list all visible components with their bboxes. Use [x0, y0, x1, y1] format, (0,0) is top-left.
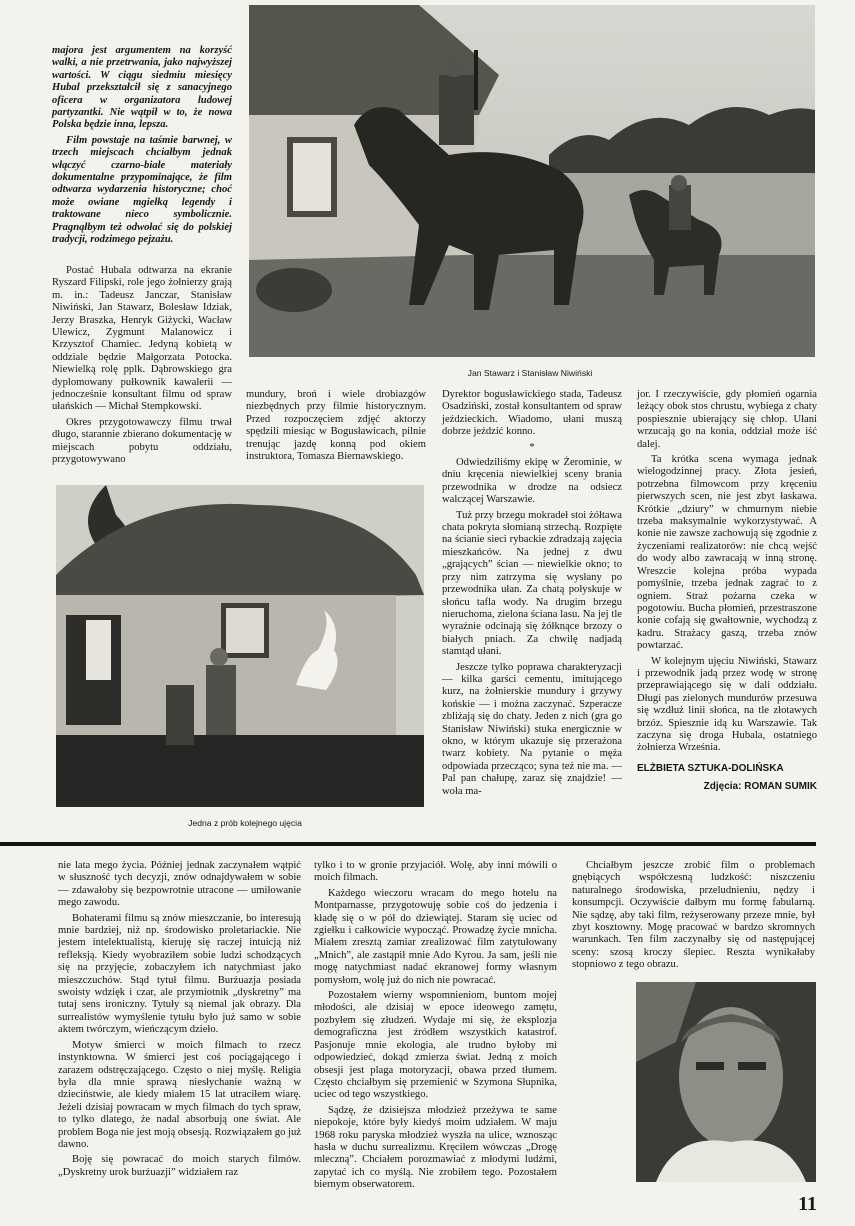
article-paragraph: Motyw śmierci w moich filmach to rzecz instynktowna. W śmierci jest coś pociągającego i zarazem odstręczającego. Często o niej myślę. Religia była dla mnie sprawą niesłychanie ważną w dzieciństwie, ale kiedy miałem 15 lat utraciłem wiarę. Jeżeli dzisiaj powracam w mych filmach do tych spraw, to tylko dlatego, że nadal absorbują one świat. Ale problem Boga nie jest moją obsesją. Rozwiązałem go już dawno.	[58, 1039, 301, 1150]
intro-paragraph-1: majora jest argumentem na korzyść walki, a nie przetrwania, jako najwyższej wartości. W ciągu siedmiu miesięcy Hubal przekształcił się z sanacyjnego oficera w organizatora ludowej partyzantki. Nie wątpił w to, że nowa Polska będzie inna, lepsza.	[52, 45, 232, 131]
article-paragraph: jor. I rzeczywiście, gdy płomień ogarnia leżący obok stos chrustu, wybiega z chaty pospiesznie ubierający się chłop. Ułani wrzucają go na konia, oddział może iść dalej.	[637, 389, 817, 450]
article-paragraph: tylko i to w gronie przyjaciół. Wolę, aby inni mówili o moich filmach.	[314, 860, 557, 884]
article-paragraph: Każdego wieczoru wracam do mego hotelu na Montparnasse, przygotowuję sobie coś do jedzenia i kładę się o w pół do dziewiątej. Staram się uciec od zgiełku i całkowicie wypocząć. Prowadzę życie mnicha. Miałem zresztą zamiar zrealizować film zatytułowany „Mnich”, ale zastąpił mnie Ado Kyrou. Ja sam, jeśli nie mogę natychmiast nadać ekranowej formy własnym pomysłom, wolę już do nich nie powracać.	[314, 887, 557, 986]
article-paragraph: Jeszcze tylko poprawa charakteryzacji — kilka garści cementu, imitującego kurz, na żołnierskie mundury i grzywy końskie — i można zaczynać. Szperacze zbliżają się do chaty. Jeden z nich (gra go Stanisław Niwiński) stuka energicznie w okno, w którym ukazuje się przerażona twarz kobiety. Na pytanie o męża odpowiada przecząco; syna też nie ma. — Pal pan chałupę, zaraz się znajdzie! — woła ma-	[442, 661, 622, 797]
article-paragraph: Boję się powracać do moich starych filmów. „Dyskretny urok burżuazji” widziałem raz	[58, 1154, 301, 1178]
article-paragraph: Pozostałem wierny wspomnieniom, buntom mojej młodości, ale dzisiaj w epoce ideowego zamętu, pozbyłem się złudzeń. Wydaje mi się, że eksplozja demograficzna jest źródłem wszystkich katastrof. Pasjonuje mnie ekologia, ale trudno byłoby mi odpowiedzieć, dokąd zmierza świat. Jedną z moich obsesji jest plaga motoryzacji, obawa przed tłumem. Często chciałbym się przemienić w Szymona Słupnika, uciec od tego wszystkiego.	[314, 990, 557, 1101]
lower-column-1	[58, 860, 301, 1182]
article-paragraph: mundury, broń i wiele drobiazgów niezbędnych przy filmie historycznym. Przed rozpoczęciem zdjęć aktorzy spędzili miesiąc w Bogusławicach, pilnie trenując jazdę konną pod okiem instruktora, Tomasza Biernawskiego.	[246, 389, 426, 463]
section-divider	[0, 842, 816, 846]
article-paragraph: W kolejnym ujęciu Niwiński, Stawarz i przewodnik jadą przez wodę w stronę przeprawiającego się w dali oddziału. Długi pas zielonych mundurów przesuwa się wzdłuż linii słońca, na tle złotawych brzóz. Spiesznie idą ku Warszawie. Tak zaczyna się droga Hubala, ostatniego żołnierza Września.	[637, 655, 817, 754]
article-column-4	[637, 389, 817, 797]
photo-credit: Zdjęcia: ROMAN SUMIK	[703, 781, 817, 793]
article-paragraph: Okres przygotowawczy filmu trwał długo, starannie zbierano dokumentację w miejscach pobytu oddziału, przygotowywano	[52, 416, 232, 466]
lower-column-2	[314, 860, 557, 1195]
article-paragraph: Odwiedziliśmy ekipę w Żerominie, w dniu kręcenia niewielkiej sceny brania przewodnika w drodze na odsiecz walczącej Warszawie.	[442, 457, 622, 506]
caption-top: Jan Stawarz i Stanisław Niwiński	[467, 368, 593, 378]
article-paragraph: Sądzę, że dzisiejsza młodzież przeżywa te same niepokoje, które były kiedyś moim udziałem. W maju 1968 roku paryska młodzież wyszła na ulice, wznosząc hasła w duchu surrealizmu. Kręciłem wówczas „Drogę mleczną”. Chciałem porozmawiać z młodymi ludźmi, zapytać ich co myślą. Nie zrobiłem tego. Pozostałem biernym obserwatorem.	[314, 1104, 557, 1191]
photo-riders	[249, 5, 815, 357]
article-paragraph: Dyrektor bogusławickiego stada, Tadeusz Osadziński, został konsultantem od spraw jeździeckich. Wiadomo, ułani muszą dobrze jeździć konno.	[442, 389, 622, 438]
intro-column	[52, 45, 232, 250]
article-paragraph: Postać Hubala odtwarza na ekranie Ryszard Filipski, role jego żołnierzy grają m. in.: Tadeusz Janczar, Stanisław Niwiński, Jan Stawarz, Bolesław Idziak, Jerzy Braszka, Henryk Giżycki, Wacław Ulewicz, Zygmunt Malanowicz i Krzysztof Chamiec. Jedyną kobietą w oddziale będzie Małgorzata Potocka. Niewielką rolę pplk. Dąbrowskiego gra dyplomowany pułkownik kawalerii — jednocześnie konsultant filmu od spraw ułańskich — Michał Stempkowski.	[52, 265, 232, 413]
photo-portrait	[636, 982, 816, 1182]
article-paragraph: Chciałbym jeszcze zrobić film o problemach gnębiących współczesną ludzkość: niszczeniu naturalnego środowiska, przeludnieniu, nędzy i konsumpcji. Oczywiście dałbym mu formę fabularną. Nie sądzę, aby taki film, reżyserowany przeze mnie, był zbyt kosztowny. Mogę pracować w bardzo skromnych warunkach. Ten film zaczynałby się od następującej sceny: szosą kroczy ślepiec. Reszta wynikałaby stopniowo z tego obrazu.	[572, 860, 815, 971]
article-paragraph: Bohaterami filmu są znów mieszczanie, bo interesują mnie bardziej, niż np. środowisko proletariackie. Nie jestem intelektualistą, kieruję się raczej intuicją niż refleksją. Kiedy wyobraziłem sobie ludzi schodzących się na przyjęcie, zobaczyłem ich natychmiast jako mieszczuchów. Stąd tytuł filmu. Burżuazja posiada swoisty wdzięk i czar, ale przymiotnik „dyskretny” ma tutaj sens ironiczny. Tytuły są niemal jak obrazy. Dla surrealistów wymyślenie tytułu było już samo w sobie aktem twórczym, wieńczącym dzieło.	[58, 912, 301, 1036]
intro-paragraph-2: Film powstaje na taśmie barwnej, w trzech miejscach chciałbym jednak włączyć czarno-białe materiały dokumentalne przypominające, że film odtwarza wydarzenia historyczne; choć może owiane mgiełką legendy i traktowane nieco symbolicznie. Pragnąłbym też odwołać się do polskiej tradycji, rodzimego pejzażu.	[52, 134, 232, 246]
photo-hut-fire	[56, 485, 424, 807]
caption-bottom: Jedna z prób kolejnego ujęcia	[188, 818, 302, 828]
article-paragraph: Tuż przy brzegu mokradeł stoi żółtawa chata pokryta słomianą strzechą. Rozpięte na ścianie sieci rybackie zdradzają zajęcia mieszkańców. Na jednej z dwu „grających” ścian — niewielkie okno; to przy nim zatrzyma się wysłany po przewodnika ułan. Za chatą połyskuje w słońcu tafla wody. Na drugim brzegu nieruchoma, zielona ściana lasu. Na jej tle wyraźnie odcinają się żółknące brzozy o białych pniach. Za chwilę nadjadą stamtąd ułani.	[442, 509, 622, 658]
section-separator: *	[529, 441, 535, 453]
article-column-2	[246, 389, 426, 466]
article-column-1	[52, 265, 232, 470]
lower-column-3	[572, 860, 815, 975]
riders-image	[249, 5, 815, 357]
article-column-3	[442, 389, 622, 801]
page-number: 11	[798, 1193, 817, 1215]
hut-image	[56, 485, 424, 807]
article-paragraph: nie lata mego życia. Później jednak zaczynałem wątpić w słuszność tych decyzji, znów odnajdywałem w sobie — zdawałoby się bezpowrotnie utracone — umiłowanie mego zawodu.	[58, 860, 301, 909]
portrait-image	[636, 982, 816, 1182]
author-signature: ELŻBIETA SZTUKA-DOLIŃSKA	[637, 762, 784, 774]
article-paragraph: Ta krótka scena wymaga jednak wielogodzinnej pracy. Złota jesień, potrzebna filmowcom przy kręceniu pierwszych scen, nie jest zbyt łaskawa. Krótkie „dziury” w chmurnym niebie trzeba maksymalnie wykorzystywać. A konie nie zawsze zachowują się zgodnie z życzeniami realizatorów: nie chcą wejść do wody albo zawracają w inną stronę. Wreszcie kolejna próba wypada pomyślnie, trzeba jednak zagrać to z ogniem. Straż pożarna czeka w pogotowiu. Bucha płomień, przestraszone konie cofają się gwałtownie, wychodzą z kadru. Strażacy gaszą, trzeba znów powtarzać.	[637, 454, 817, 652]
